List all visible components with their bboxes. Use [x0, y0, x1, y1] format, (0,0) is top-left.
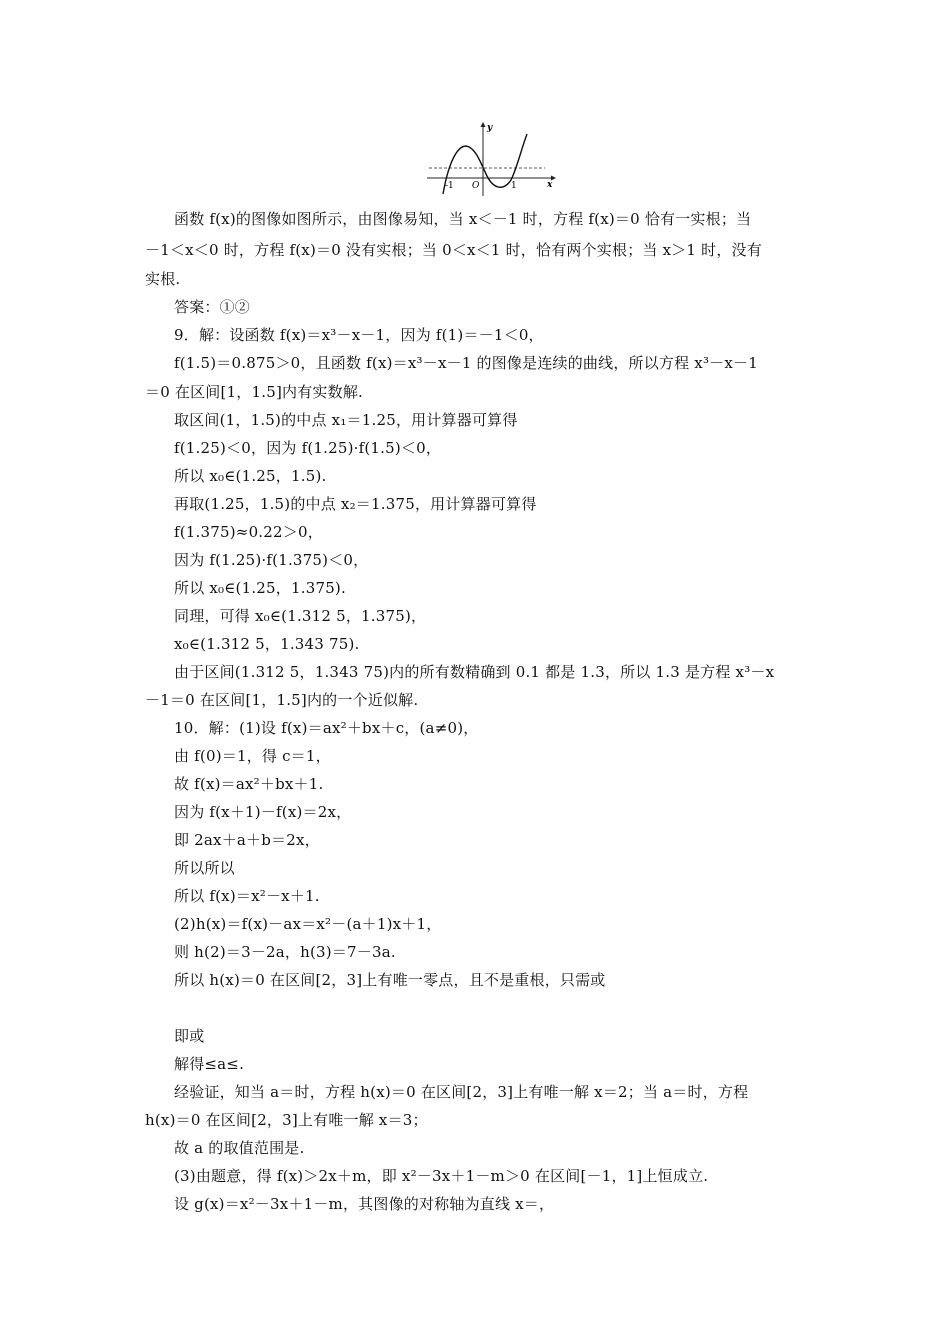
function-graph-svg	[425, 120, 557, 196]
text-line: f(1.25)＜0，因为 f(1.25)·f(1.5)＜0，	[174, 439, 442, 457]
text-line: 再取(1.25，1.5)的中点 x₂＝1.375，用计算器可算得	[174, 495, 537, 513]
text-line: 故 f(x)＝ax²＋bx＋1.	[174, 775, 324, 793]
text-line: －1＜x＜0 时，方程 f(x)＝0 没有实根；当 0＜x＜1 时，恰有两个实根；当 x＞1 时，没有	[145, 241, 762, 259]
tick-label-neg1: -1	[445, 181, 454, 191]
text-line: 因为 f(1.25)·f(1.375)＜0，	[174, 551, 369, 569]
text-line: 由于区间(1.312 5，1.343 75)内的所有数精确到 0.1 都是 1.3，所以 1.3 是方程 x³－x	[174, 663, 775, 681]
origin-label: O	[472, 181, 480, 191]
text-line: 所以 x₀∈(1.25，1.5).	[174, 467, 327, 485]
text-line: f(1.5)＝0.875＞0，且函数 f(x)＝x³－x－1 的图像是连续的曲线，所以方程 x³－x－1	[174, 354, 758, 372]
text-line: 取区间(1，1.5)的中点 x₁＝1.25，用计算器可算得	[174, 411, 518, 429]
y-axis-arrow	[481, 122, 486, 127]
text-line: 即 2ax＋a＋b＝2x，	[174, 831, 320, 849]
problem-10-heading: 10．解：(1)设 f(x)＝ax²＋bx＋c，(a≠0)，	[174, 719, 479, 737]
text-line: 由 f(0)＝1，得 c＝1，	[174, 747, 331, 765]
text-line: f(1.375)≈0.22＞0，	[174, 523, 323, 541]
y-axis-label: y	[487, 123, 493, 133]
text-line: 所以所以	[174, 859, 235, 877]
text-line: ＝0 在区间[1，1.5]内有实数解.	[145, 383, 363, 401]
text-line: (3)由题意，得 f(x)＞2x＋m，即 x²－3x＋1－m＞0 在区间[－1，1]上恒成立.	[174, 1167, 709, 1185]
text-line: 设 g(x)＝x²－3x＋1－m，其图像的对称轴为直线 x＝，	[174, 1195, 555, 1213]
text-line: 同理，可得 x₀∈(1.312 5，1.375)，	[174, 607, 427, 625]
tick-label-1: 1	[511, 181, 517, 191]
text-line: h(x)＝0 在区间[2，3]上有唯一解 x＝3；	[145, 1111, 428, 1129]
x-axis-label: x	[547, 180, 553, 190]
problem-9-heading: 9．解：设函数 f(x)＝x³－x－1，因为 f(1)＝－1＜0，	[174, 326, 544, 344]
text-line: 所以 h(x)＝0 在区间[2，3]上有唯一零点，且不是重根，只需或	[174, 971, 606, 989]
text-line: 故 a 的取值范围是.	[174, 1139, 305, 1157]
text-line: 经验证，知当 a＝时，方程 h(x)＝0 在区间[2，3]上有唯一解 x＝2；当 a＝时，方程	[174, 1083, 749, 1101]
answer-line: 答案：①②	[174, 298, 251, 316]
text-line: 函数 f(x)的图像如图所示，由图像易知，当 x＜－1 时，方程 f(x)＝0 恰有一实根；当	[174, 210, 752, 228]
text-line: x₀∈(1.312 5，1.343 75).	[174, 635, 360, 653]
text-line: 则 h(2)＝3－2a，h(3)＝7－3a.	[174, 943, 396, 961]
text-line: 因为 f(x＋1)－f(x)＝2x，	[174, 803, 352, 821]
text-line: 所以 f(x)＝x²－x＋1.	[174, 887, 320, 905]
text-line: 解得≤a≤.	[174, 1055, 245, 1073]
text-line: 所以 x₀∈(1.25，1.375).	[174, 579, 346, 597]
function-graph-figure	[425, 120, 557, 196]
text-line: (2)h(x)＝f(x)－ax＝x²－(a＋1)x＋1，	[174, 915, 442, 933]
text-line: 即或	[174, 1027, 205, 1045]
text-line: －1＝0 在区间[1，1.5]内的一个近似解.	[145, 691, 419, 709]
text-line: 实根.	[145, 270, 181, 288]
